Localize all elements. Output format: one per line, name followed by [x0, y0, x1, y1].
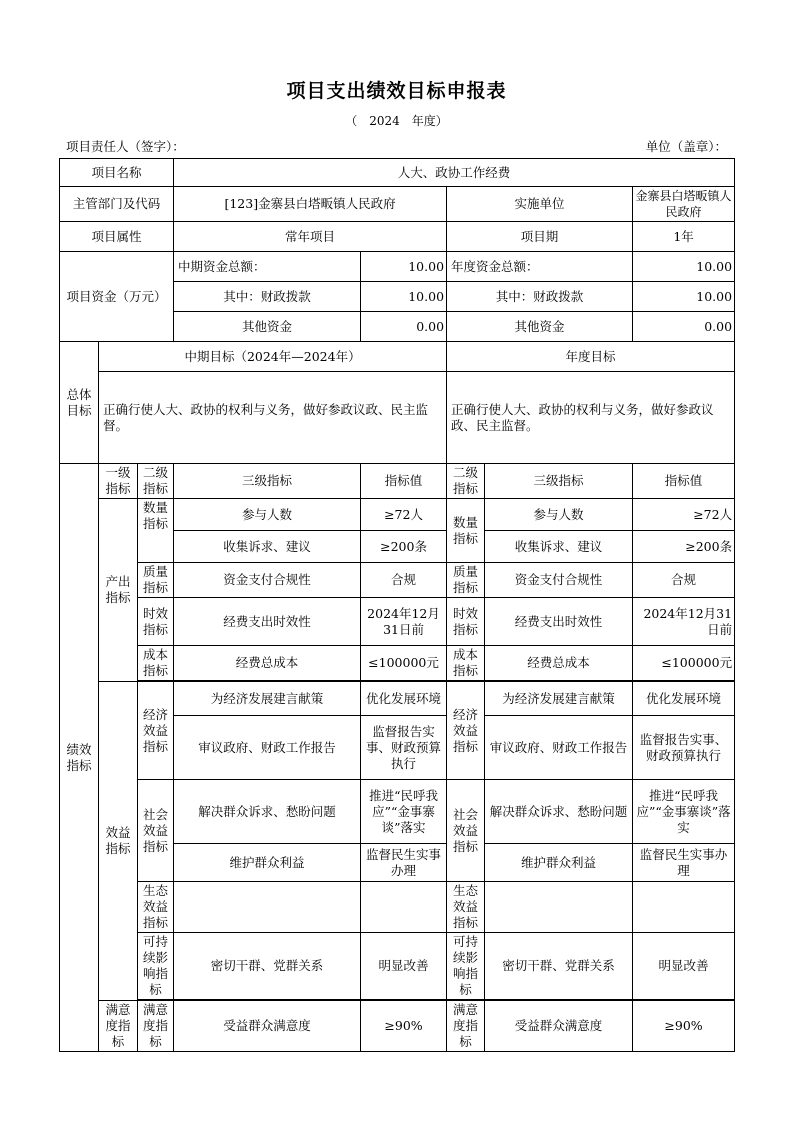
project-period-value: 1年: [633, 222, 735, 252]
project-period-label: 项目期: [447, 222, 633, 252]
cost-label-year: 成本指标: [447, 646, 485, 681]
mid-other-label: 其他资金: [174, 312, 361, 342]
table-cell: 收集诉求、建议: [174, 531, 361, 563]
sustainable-label-year: 可持续影响指标: [447, 933, 485, 1000]
table-cell: 监督报告实事、财政预算执行: [633, 716, 735, 780]
year-goal-text: 正确行使人大、政协的权利与义务，做好参政议政、民主监督。: [447, 372, 735, 464]
table-cell: ≥72人: [633, 499, 735, 531]
value-header-year: 指标值: [633, 464, 735, 499]
level3-header: 三级指标: [174, 464, 361, 499]
table-cell: 受益群众满意度: [174, 1001, 361, 1052]
table-cell: 参与人数: [174, 499, 361, 531]
table-cell: 解决群众诉求、愁盼问题: [174, 780, 361, 844]
year-fin-label: 其中：财政拨款: [447, 282, 633, 312]
project-attr-label: 项目属性: [60, 222, 174, 252]
impl-unit-label: 实施单位: [447, 187, 633, 222]
table-cell: ≥72人: [361, 499, 447, 531]
unit-seal-label: 单位（盖章）：: [645, 139, 727, 154]
ecological-label: 生态效益指标: [138, 882, 174, 933]
output-indicator-label: 产出指标: [99, 499, 138, 682]
dept-value: [123]金寨县白塔畈镇人民政府: [174, 187, 447, 222]
table-cell: 推进“民呼我应”“金事寨谈”落实: [633, 780, 735, 844]
project-attr-value: 常年项目: [174, 222, 447, 252]
table-cell: 受益群众满意度: [485, 1001, 633, 1052]
table-cell: 资金支付合规性: [485, 563, 633, 598]
table-cell: 维护群众利益: [485, 844, 633, 882]
level2-header-year: 二级指标: [447, 464, 485, 499]
table-cell: 密切干群、党群关系: [485, 933, 633, 1000]
timeliness-label: 时效指标: [138, 598, 174, 646]
quality-label: 质量指标: [138, 563, 174, 598]
table-cell: 优化发展环境: [633, 682, 735, 716]
performance-indicator-label: 绩效指标: [60, 464, 99, 1052]
table-cell: ≥200条: [633, 531, 735, 563]
level2-header: 二级指标: [138, 464, 174, 499]
sustainable-label: 可持续影响指标: [138, 933, 174, 1000]
value-header: 指标值: [361, 464, 447, 499]
ecological-label-year: 生态效益指标: [447, 882, 485, 933]
table-cell: [633, 882, 735, 933]
satisfaction-sub-label: 满意度指标: [138, 1001, 174, 1052]
table-cell: 推进“民呼我应”“金事寨谈”落实: [361, 780, 447, 844]
table-cell: 审议政府、财政工作报告: [485, 716, 633, 780]
benefit-indicator-label: 效益指标: [99, 682, 138, 1001]
table-cell: 明显改善: [361, 933, 447, 1000]
table-cell: 经费总成本: [174, 646, 361, 681]
table-cell: 经费支出时效性: [485, 598, 633, 646]
year-other-value: 0.00: [633, 312, 735, 342]
table-cell: 维护群众利益: [174, 844, 361, 882]
table-cell: 监督民生实事办理: [633, 844, 735, 882]
level1-header: 一级指标: [99, 464, 138, 499]
table-cell: 为经济发展建言献策: [485, 682, 633, 716]
year-goal-header: 年度目标: [447, 342, 735, 372]
cost-label: 成本指标: [138, 646, 174, 681]
social-label: 社会效益指标: [138, 780, 174, 882]
year-total-value: 10.00: [633, 252, 735, 282]
table-cell: [361, 882, 447, 933]
table-cell: 监督民生实事办理: [361, 844, 447, 882]
impl-unit-value: 金寨县白塔畈镇人民政府: [633, 187, 735, 222]
dept-label: 主管部门及代码: [60, 187, 174, 222]
table-cell: 参与人数: [485, 499, 633, 531]
responsible-signature-label: 项目责任人（签字）：: [66, 139, 185, 154]
table-cell: 监督报告实事、财政预算执行: [361, 716, 447, 780]
quantity-label-year: 数量指标: [447, 499, 485, 563]
table-cell: 经费总成本: [485, 646, 633, 681]
mid-fin-value: 10.00: [361, 282, 447, 312]
table-cell: 解决群众诉求、愁盼问题: [485, 780, 633, 844]
table-cell: 2024年12月31日前: [361, 598, 447, 646]
table-cell: 明显改善: [633, 933, 735, 1000]
quality-label-year: 质量指标: [447, 563, 485, 598]
mid-total-value: 10.00: [361, 252, 447, 282]
project-name-label: 项目名称: [60, 159, 174, 187]
timeliness-label-year: 时效指标: [447, 598, 485, 646]
table-cell: 为经济发展建言献策: [174, 682, 361, 716]
mid-total-label: 中期资金总额：: [174, 252, 361, 282]
year-total-label: 年度资金总额：: [447, 252, 633, 282]
overall-goal-label: 总体目标: [60, 342, 99, 464]
economic-label-year: 经济效益指标: [447, 682, 485, 780]
table-cell: 2024年12月31日前: [633, 598, 735, 646]
table-cell: ≥90%: [633, 1001, 735, 1052]
table-cell: 资金支付合规性: [174, 563, 361, 598]
social-label-year: 社会效益指标: [447, 780, 485, 882]
level3-header-year: 三级指标: [485, 464, 633, 499]
table-cell: [174, 882, 361, 933]
economic-label: 经济效益指标: [138, 682, 174, 780]
quantity-label: 数量指标: [138, 499, 174, 563]
page-title: 项目支出绩效目标申报表: [286, 80, 507, 102]
table-cell: [485, 882, 633, 933]
table-cell: 收集诉求、建议: [485, 531, 633, 563]
table-cell: ≤100000元: [633, 646, 735, 681]
table-cell: ≤100000元: [361, 646, 447, 681]
table-cell: ≥200条: [361, 531, 447, 563]
satisfaction-indicator-label: 满意度指标: [99, 1001, 138, 1052]
satisfaction-sub-label-year: 满意度指标: [447, 1001, 485, 1052]
table-cell: 密切干群、党群关系: [174, 933, 361, 1000]
performance-target-table: [59, 158, 735, 1052]
year-line: （ 2024 年度）: [345, 114, 448, 128]
year-fin-value: 10.00: [633, 282, 735, 312]
table-cell: ≥90%: [361, 1001, 447, 1052]
table-cell: 审议政府、财政工作报告: [174, 716, 361, 780]
mid-goal-text: 正确行使人大、政协的权利与义务，做好参政议政、民主监督。: [99, 372, 447, 464]
mid-goal-header: 中期目标（2024年—2024年）: [99, 342, 447, 372]
year-other-label: 其他资金: [447, 312, 633, 342]
mid-other-value: 0.00: [361, 312, 447, 342]
mid-fin-label: 其中：财政拨款: [174, 282, 361, 312]
table-cell: 经费支出时效性: [174, 598, 361, 646]
table-cell: 合规: [633, 563, 735, 598]
project-funds-label: 项目资金（万元）: [60, 252, 174, 342]
table-cell: 优化发展环境: [361, 682, 447, 716]
table-cell: 合规: [361, 563, 447, 598]
project-name-value: 人大、政协工作经费: [174, 159, 735, 187]
